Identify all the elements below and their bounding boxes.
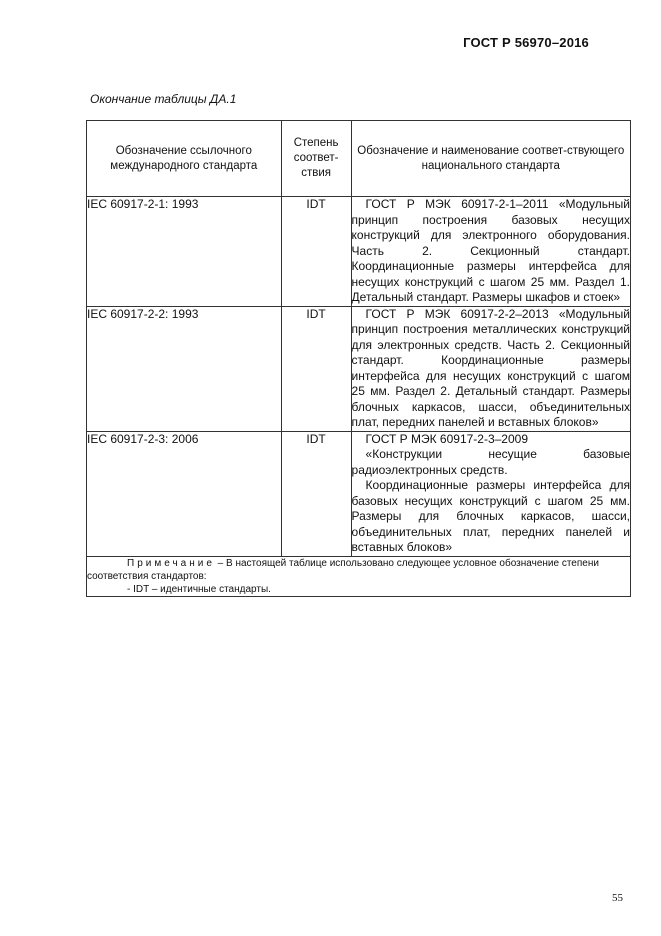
note-label: Примечание [127,557,215,569]
national-standard-text: ГОСТ Р МЭК 60917-2-2–2013 «Модульный принцип построения металлических конструкций для электронных средств. Часть 2. Секционный стандарт. Координационные размеры интерфейса для несущих конструкций с шагом 25 мм. Раздел 2. Детальный стандарт. Размеры блочных каркасов, шасси, объединительных плат, передних панелей и вставных блоков» [351,306,630,429]
table-row [87,197,631,307]
national-standard-cell [351,197,630,307]
document-code: ГОСТ Р 56970–2016 [463,35,589,50]
standards-table [86,120,631,597]
international-standard-cell: IEC 60917-2-1: 1993 [87,197,282,307]
national-standard-cell [351,306,630,431]
note-body: – В настоящей таблице использовано следующее условное обозначение степени соответствия стандартов: [87,557,599,582]
header-international-standard: Обозначение ссылочного международного стандарта [87,121,282,197]
header-degree-of-correspondence: Степень соответ-ствия [281,121,351,197]
national-standard-cell [351,431,630,556]
table-row [87,306,631,431]
degree-cell: IDT [281,306,351,431]
international-standard-cell: IEC 60917-2-3: 2006 [87,431,282,556]
degree-cell: IDT [281,431,351,556]
note-text [87,557,630,583]
table-row [87,431,631,556]
table-note [87,556,631,596]
table-header-row [87,121,631,197]
page-number: 55 [612,892,623,904]
international-standard-cell: IEC 60917-2-2: 1993 [87,306,282,431]
degree-cell: IDT [281,197,351,307]
national-standard-text: ГОСТ Р МЭК 60917-2-3–2009 [365,431,528,446]
header-national-standard: Обозначение и наименование соответ-ствующего национального стандарта [351,121,630,197]
national-standard-text: Координационные размеры интерфейса для базовых несущих конструкций с шагом 25 мм. Размеры для блочных каркасов, шасси, объединительных плат, передних панелей и вставных блоков» [351,478,630,554]
table-caption: Окончание таблицы ДА.1 [90,92,237,106]
note-item: - IDT – идентичные стандарты. [127,583,271,595]
national-standard-text: ГОСТ Р МЭК 60917-2-1–2011 «Модульный принцип построения базовых несущих конструкций для электронного оборудования. Часть 2. Секционный стандарт. Координационные размеры интерфейса для несущих конструкций с шагом 25 мм. Раздел 1. Детальный стандарт. Размеры шкафов и стоек» [351,197,630,304]
national-standard-text: «Конструкции несущие базовые радиоэлектронных средств. [351,447,630,477]
table-note-row [87,556,631,596]
